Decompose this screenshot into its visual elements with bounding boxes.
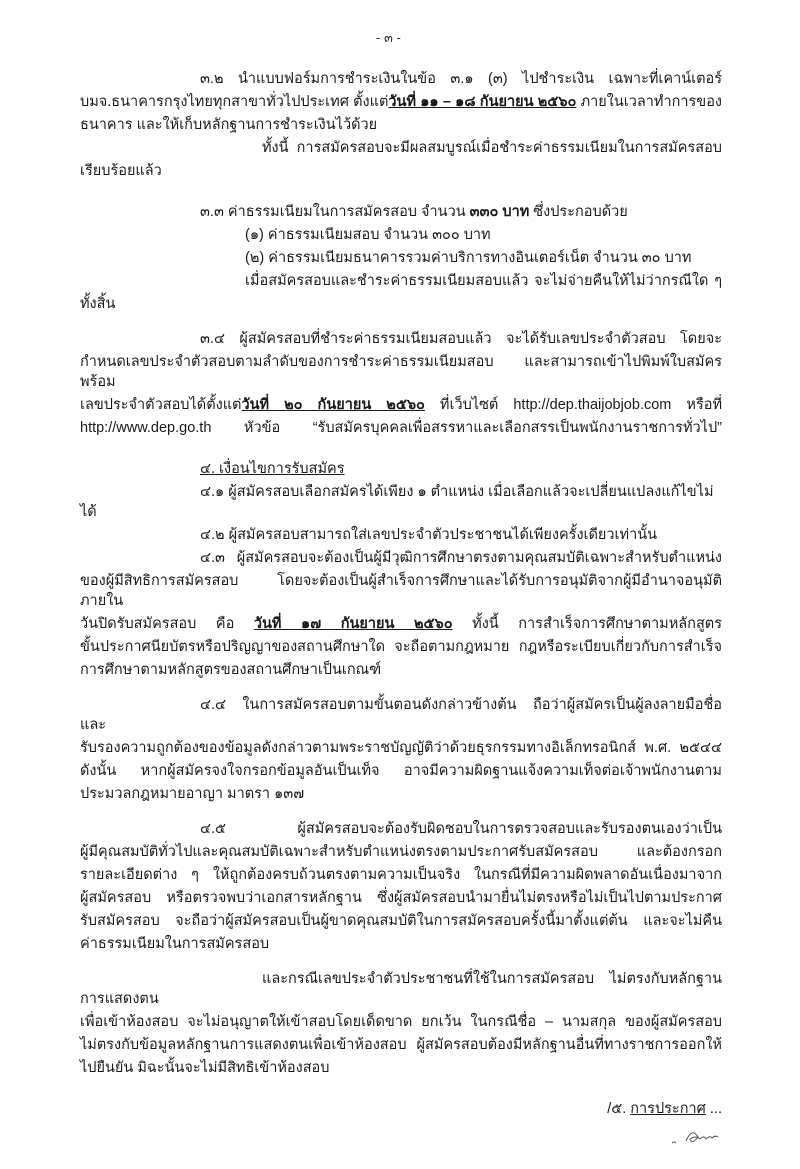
text-line [80, 1099, 722, 1119]
text-line [80, 695, 722, 735]
text-segment: บมจ.ธนาคารกรุงไทยทุกสาขาทั่วไปประเทศ ตั้งแต่ [80, 94, 389, 110]
text-line [80, 571, 722, 611]
text-line [80, 614, 722, 634]
text-line [80, 395, 722, 415]
text-line [80, 934, 722, 954]
text-segment: /๕. [607, 1101, 631, 1117]
document-body [80, 0, 722, 1169]
emphasized-text: วันที่ ๒๐ กันยายน ๒๕๖๐ [241, 397, 425, 413]
text-segment: ขั้นประกาศนียบัตรหรือปริญญาของสถานศึกษาใด จะถือตามกฎหมาย กฎหรือระเบียบเกี่ยวกับการสำเร็จ [80, 639, 722, 655]
text-line [80, 784, 722, 804]
text-line [80, 115, 722, 135]
text-segment: ทั้งนี้ การสมัครสอบจะมีผลสมบูรณ์เมื่อชำระค่าธรรมเนียมในการสมัครสอบ [262, 140, 722, 156]
text-line [80, 248, 722, 268]
text-line [80, 418, 722, 438]
text-segment: และกรณีเลขประจำตัวประชาชนที่ใช้ในการสมัครสอบ ไม่ตรงกับหลักฐานการแสดงตน [80, 971, 722, 1007]
text-line [80, 329, 722, 349]
text-line [80, 138, 722, 158]
text-segment: ๓.๓ ค่าธรรมเนียมในการสมัครสอบ จำนวน [200, 204, 470, 220]
text-segment: การศึกษาตามหลักสูตรของสถานศึกษาเป็นเกณฑ์ [80, 662, 382, 678]
text-line [80, 294, 722, 314]
text-line [80, 660, 722, 680]
emphasized-text: วันที่ ๑๗ กันยายน ๒๕๖๐ [253, 616, 453, 632]
text-line [80, 1035, 722, 1055]
text-segment: http://www.dep.go.th หัวข้อ “รับสมัครบุคคลเพื่อสรรหาและเลือกสรรเป็นพนักงานราชการทั่วไป” [80, 420, 722, 436]
text-line [80, 92, 722, 112]
text-segment: ดังนั้น หากผู้สมัครจงใจกรอกข้อมูลอันเป็นเท็จ อาจมีความผิดฐานแจ้งความเท็จต่อเจ้าพนักงานตาม [80, 763, 722, 779]
text-line [80, 865, 722, 885]
text-line [80, 548, 722, 568]
text-line [80, 738, 722, 758]
text-segment: ประมวลกฎหมายอาญา มาตรา ๑๓๗ [80, 786, 305, 802]
text-segment: ๓.๔ ผู้สมัครสอบที่ชำระค่าธรรมเนียมสอบแล้ว จะได้รับเลขประจำตัวสอบ โดยจะ [200, 331, 722, 347]
text-segment: ภายในเวลาทำการของ [576, 94, 722, 110]
emphasized-text: การประกาศ [630, 1101, 706, 1117]
text-segment: วันปิดรับสมัครสอบ คือ [80, 616, 254, 632]
text-line [80, 911, 722, 931]
text-segment: ทั้งนี้ การสำเร็จการศึกษาตามหลักสูตร [452, 616, 722, 632]
text-segment: เลขประจำตัวสอบได้ตั้งแต่ [80, 397, 242, 413]
text-segment: ทั้งสิ้น [80, 296, 116, 312]
text-line [80, 1012, 722, 1032]
text-segment: ๔.๓ ผู้สมัครสอบจะต้องเป็นผู้มีวุฒิการศึกษาตรงตามคุณสมบัติเฉพาะสำหรับตำแหน่ง [200, 550, 722, 566]
text-line [80, 761, 722, 781]
text-line [80, 969, 722, 1009]
text-line [80, 819, 722, 839]
text-segment: รายละเอียดต่าง ๆ ให้ถูกต้องครบถ้วนตรงตามความเป็นจริง ในกรณีที่มีความผิดพลาดอันเนื่องมาจาก [80, 867, 722, 883]
text-line [80, 69, 722, 89]
emphasized-text: วันที่ ๑๑ – ๑๘ กันยายน ๒๕๖๐ [388, 94, 577, 110]
text-segment: ผู้สมัครสอบ หรือตรวจพบว่าเอกสารหลักฐาน ซึ่งผู้สมัครสอบนำมายื่นไม่ตรงหรือไม่เป็นไปตามประกาศ [80, 890, 722, 906]
text-segment: (๑) ค่าธรรมเนียมสอบ จำนวน ๓๐๐ บาท [245, 227, 491, 243]
text-segment: เพื่อเข้าห้องสอบ จะไม่อนุญาตให้เข้าสอบโดยเด็ดขาด ยกเว้น ในกรณีชื่อ – นามสกุล ของผู้สมัครสอบ [80, 1014, 722, 1030]
text-segment: รับรองความถูกต้องของข้อมูลดังกล่าวตามพระราชบัญญัติว่าด้วยธุรกรรมทางอิเล็กทรอนิกส์ พ.ศ. ๒๕๔๔ [80, 740, 722, 756]
text-segment: ผู้มีคุณสมบัติทั่วไปและคุณสมบัติเฉพาะสำหรับตำแหน่งตรงตามประกาศรับสมัครสอบ และต้องกรอก [80, 844, 722, 860]
text-segment: ๓๓๐ บาท [469, 204, 530, 220]
text-segment: ๔.๒ ผู้สมัครสอบสามารถใส่เลขประจำตัวประชาชนได้เพียงครั้งเดียวเท่านั้น [200, 527, 658, 543]
text-segment: ซึ่งประกอบด้วย [529, 204, 628, 220]
text-line [80, 271, 722, 291]
text-segment: ของผู้มีสิทธิการสมัครสอบ โดยจะต้องเป็นผู้สำเร็จการศึกษาและได้รับการอนุมัติจากผู้มีอำนาจอนุมัติภายใน [80, 573, 722, 609]
signature-initials [668, 1125, 728, 1149]
text-segment: รับสมัครสอบ จะถือว่าผู้สมัครสอบเป็นผู้ขาดคุณสมบัติในการสมัครสอบครั้งนี้มาตั้งแต่ต้น และจะไม่คืน [80, 913, 722, 929]
text-segment: เมื่อสมัครสอบและชำระค่าธรรมเนียมสอบแล้ว จะไม่จ่ายคืนให้ไม่ว่ากรณีใด ๆ [245, 273, 722, 289]
emphasized-text: ๔. เงื่อนไขการรับสมัคร [200, 461, 345, 477]
text-segment: ๔.๑ ผู้สมัครสอบเลือกสมัครได้เพียง ๑ ตำแหน่ง เมื่อเลือกแล้วจะเปลี่ยนแปลงแก้ไขไม่ได้ [80, 484, 714, 520]
text-segment: ที่เว็บไซต์ http://dep.thaijobjob.com หรือที่ [424, 397, 722, 413]
text-segment: ... [705, 1101, 722, 1117]
text-segment: กำหนดเลขประจำตัวสอบตามลำดับของการชำระค่าธรรมเนียมสอบ และสามารถเข้าไปพิมพ์ใบสมัครพร้อม [80, 354, 722, 390]
text-segment: ๔.๕ ผู้สมัครสอบจะต้องรับผิดชอบในการตรวจสอบและรับรองตนเองว่าเป็น [200, 821, 722, 837]
text-segment: เรียบร้อยแล้ว [80, 163, 162, 179]
text-segment: ๔.๔ ในการสมัครสอบตามขั้นตอนดังกล่าวข้างต้น ถือว่าผู้สมัครเป็นผู้ลงลายมือชื่อและ [80, 697, 722, 733]
page-number: - ๓ - [376, 30, 401, 45]
text-segment: ไม่ตรงกับข้อมูลหลักฐานการแสดงตนเพื่อเข้าห้องสอบ ผู้สมัครสอบต้องมีหลักฐานอื่นที่ทางราชการออกให้ [80, 1037, 722, 1053]
text-line [80, 225, 722, 245]
text-line [80, 1058, 722, 1078]
text-line [80, 888, 722, 908]
text-line [80, 525, 722, 545]
text-line [80, 637, 722, 657]
text-segment: ธนาคาร และให้เก็บหลักฐานการชำระเงินไว้ด้วย [80, 117, 378, 133]
text-line [80, 161, 722, 181]
text-segment: ค่าธรรมเนียมในการสมัครสอบ [80, 936, 270, 952]
text-line [80, 459, 722, 479]
text-line [80, 202, 722, 222]
text-line [80, 482, 722, 522]
text-segment: ๓.๒ นำแบบฟอร์มการชำระเงินในข้อ ๓.๑ (๓) ไปชำระเงิน เฉพาะที่เคาน์เตอร์ [200, 71, 722, 87]
text-segment: ไปยืนยัน มิฉะนั้นจะไม่มีสิทธิเข้าห้องสอบ [80, 1060, 330, 1076]
text-segment: (๒) ค่าธรรมเนียมธนาคารรวมค่าบริการทางอินเตอร์เน็ต จำนวน ๓๐ บาท [245, 250, 692, 266]
text-line [80, 842, 722, 862]
text-line [80, 352, 722, 392]
